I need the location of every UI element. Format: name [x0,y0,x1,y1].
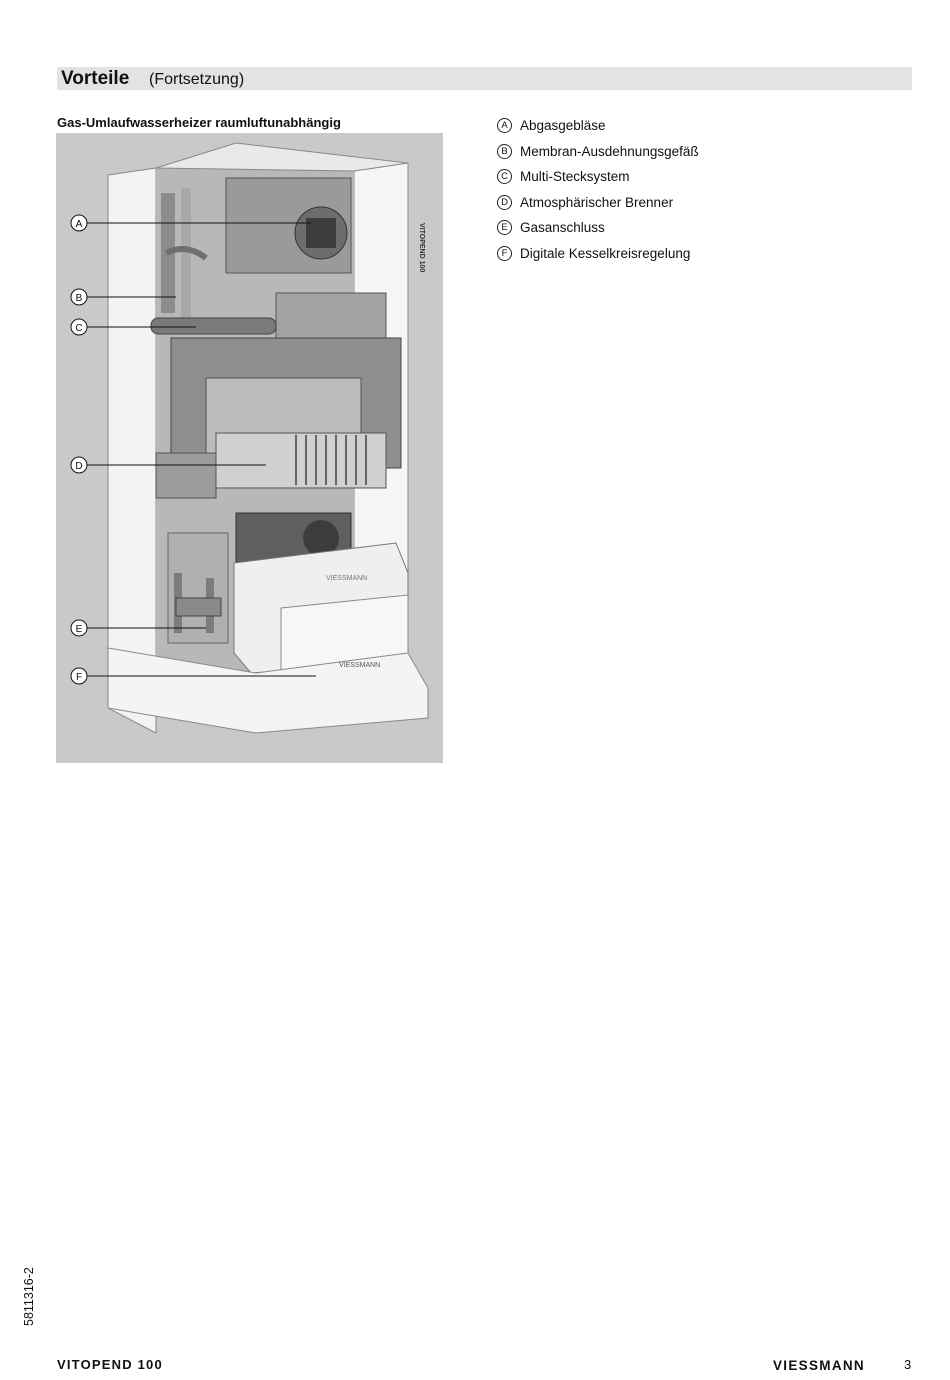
legend-letter: E [497,220,512,235]
brand-name: VIESSMANN [773,1358,865,1373]
callout-a: A [75,219,83,230]
product-name: VITOPEND 100 [57,1357,163,1372]
legend-item [497,164,699,190]
viessmann-logo [773,1355,877,1380]
device-label: VITOPEND 100 [418,223,425,273]
component-legend [497,113,699,266]
callout-d: D [75,461,83,472]
legend-text: Digitale Kesselkreisregelung [520,245,691,261]
callout-f: F [75,672,83,683]
legend-item [497,215,699,241]
legend-text: Membran-Ausdehnungsgefäß [520,143,699,159]
legend-item [497,139,699,165]
callout-e: E [75,624,83,635]
panel-logo: VIESSMANN [339,662,381,669]
svg-text:VIESSMANN: VIESSMANN [326,575,368,582]
legend-letter: B [497,144,512,159]
figure-heading: Gas-Umlaufwasserheizer raumluftunabhängig [57,115,341,130]
legend-item [497,113,699,139]
boiler-cutaway-illustration [56,133,443,763]
callout-b: B [75,293,83,304]
legend-text: Gasanschluss [520,220,605,236]
legend-item [497,190,699,216]
legend-letter: D [497,195,512,210]
legend-letter: C [497,169,512,184]
document-number: 5811316-2 [22,1267,36,1326]
page-number: 3 [904,1357,912,1372]
page-title: Vorteile [61,68,130,89]
legend-text: Atmosphärischer Brenner [520,194,674,210]
callout-c: C [75,323,83,334]
legend-letter: A [497,118,512,133]
legend-letter: F [497,246,512,261]
section-header-bar [57,67,912,90]
legend-text: Abgasgebläse [520,118,606,134]
page-subtitle: (Fortsetzung) [149,71,245,88]
legend-item [497,241,699,267]
legend-text: Multi-Stecksystem [520,169,630,185]
